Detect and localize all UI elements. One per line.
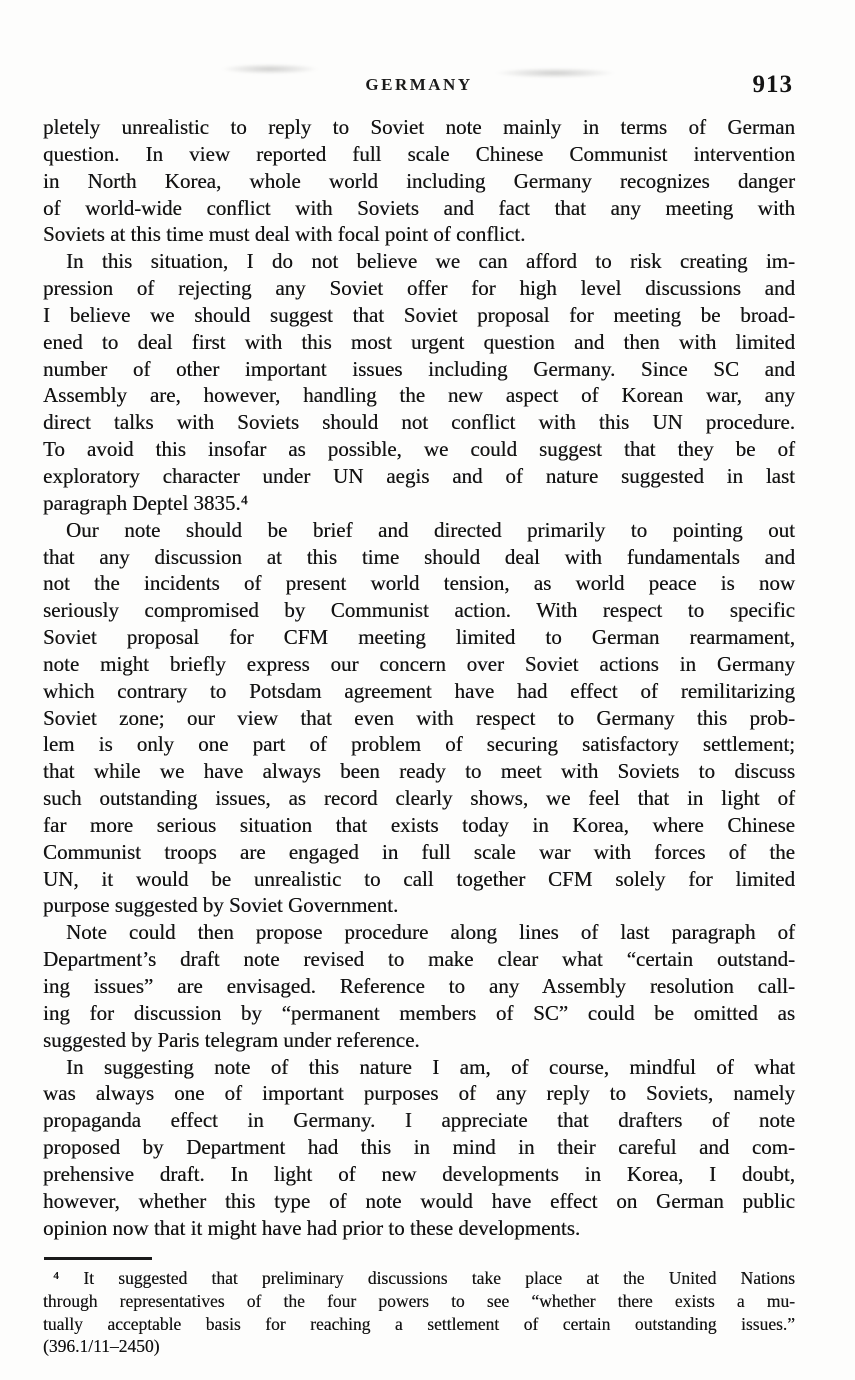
- text-line: Assembly are, however, handling the new aspect of Korean war, any: [43, 383, 795, 408]
- text-line: UN, it would be unrealistic to call together CFM solely for limited: [43, 866, 795, 891]
- text-line: note might briefly express our concern over Soviet actions in Germany: [43, 651, 795, 676]
- text-line: Department’s draft note revised to make clear what “certain outstand-: [43, 947, 795, 972]
- text-line: ⁴ It suggested that preliminary discussions take place at the United Nations: [53, 1268, 795, 1288]
- text-line: pletely unrealistic to reply to Soviet note mainly in terms of German: [43, 115, 795, 139]
- text-line: tually acceptable basis for reaching a settlement of certain outstanding issues.”: [43, 1313, 795, 1334]
- text-line: that any discussion at this time should deal with fundamentals and: [43, 544, 795, 569]
- text-line: I believe we should suggest that Soviet proposal for meeting be broad-: [43, 302, 795, 327]
- footnote: [43, 1267, 795, 1358]
- text-line: exploratory character under UN aegis and of nature suggested in last: [43, 463, 795, 488]
- text-line: which contrary to Potsdam agreement have had effect of remilitarizing: [43, 678, 795, 703]
- text-line: Note could then propose procedure along lines of last paragraph of: [66, 920, 795, 945]
- paragraph: [43, 919, 795, 1053]
- text-line: lem is only one part of problem of securing satisfactory settlement;: [43, 732, 795, 757]
- text-line: question. In view reported full scale Chinese Communist intervention: [43, 141, 795, 166]
- text-line: ened to deal first with this most urgent question and then with limited: [43, 329, 795, 354]
- paragraph: [43, 1054, 795, 1242]
- text-line: suggested by Paris telegram under reference.: [43, 1027, 420, 1052]
- body-text: [43, 114, 795, 1241]
- text-line: that while we have always been ready to meet with Soviets to discuss: [43, 759, 795, 784]
- text-line: number of other important issues including Germany. Since SC and: [43, 356, 795, 381]
- paragraph: [43, 248, 795, 516]
- text-line: In suggesting note of this nature I am, of course, mindful of what: [66, 1054, 795, 1079]
- text-line: To avoid this insofar as possible, we could suggest that they be of: [43, 437, 795, 462]
- text-line: Soviet zone; our view that even with respect to Germany this prob-: [43, 705, 795, 730]
- text-line: Communist troops are engaged in full scale war with forces of the: [43, 839, 795, 864]
- text-line: Soviet proposal for CFM meeting limited to German rearmament,: [43, 625, 795, 650]
- page-number: 913: [752, 71, 793, 98]
- text-line: of world-wide conflict with Soviets and fact that any meeting with: [43, 195, 795, 220]
- footnote-separator-rule: [44, 1257, 152, 1260]
- text-line: purpose suggested by Soviet Government.: [43, 893, 399, 918]
- text-line: ing for discussion by “permanent members of SC” could be omitted as: [43, 1000, 795, 1025]
- text-line: In this situation, I do not believe we can afford to risk creating im-: [66, 249, 795, 274]
- text-line: prehensive draft. In light of new developments in Korea, I doubt,: [43, 1161, 795, 1186]
- text-line: proposed by Department had this in mind in their careful and com-: [43, 1135, 795, 1160]
- text-line: far more serious situation that exists today in Korea, where Chinese: [43, 812, 795, 837]
- text-line: was always one of important purposes of any reply to Soviets, namely: [43, 1081, 795, 1106]
- page-header: [43, 70, 795, 100]
- text-line: Soviets at this time must deal with focal point of conflict.: [43, 222, 526, 247]
- text-line: paragraph Deptel 3835.⁴: [43, 490, 248, 515]
- text-line: in North Korea, whole world including Germany recognizes danger: [43, 168, 795, 193]
- text-line: pression of rejecting any Soviet offer for high level discussions and: [43, 276, 795, 301]
- paragraph: [43, 517, 795, 920]
- text-line: opinion now that it might have had prior to these developments.: [43, 1215, 581, 1240]
- text-line: propaganda effect in Germany. I appreciate that drafters of note: [43, 1108, 795, 1133]
- text-line: ing issues” are envisaged. Reference to any Assembly resolution call-: [43, 974, 795, 998]
- text-line: not the incidents of present world tension, as world peace is now: [43, 571, 795, 596]
- text-line: (396.1/11–2450): [43, 1336, 160, 1357]
- text-line: through representatives of the four powers to see “whether there exists a mu-: [43, 1290, 795, 1311]
- text-line: Our note should be brief and directed primarily to pointing out: [66, 517, 795, 542]
- text-line: such outstanding issues, as record clearly shows, we feel that in light of: [43, 786, 795, 811]
- running-head-title: GERMANY: [365, 75, 473, 94]
- text-line: however, whether this type of note would have effect on German public: [43, 1188, 795, 1213]
- text-line: direct talks with Soviets should not conflict with this UN procedure.: [43, 410, 795, 435]
- text-line: seriously compromised by Communist action. With respect to specific: [43, 598, 795, 623]
- paragraph: [43, 114, 795, 248]
